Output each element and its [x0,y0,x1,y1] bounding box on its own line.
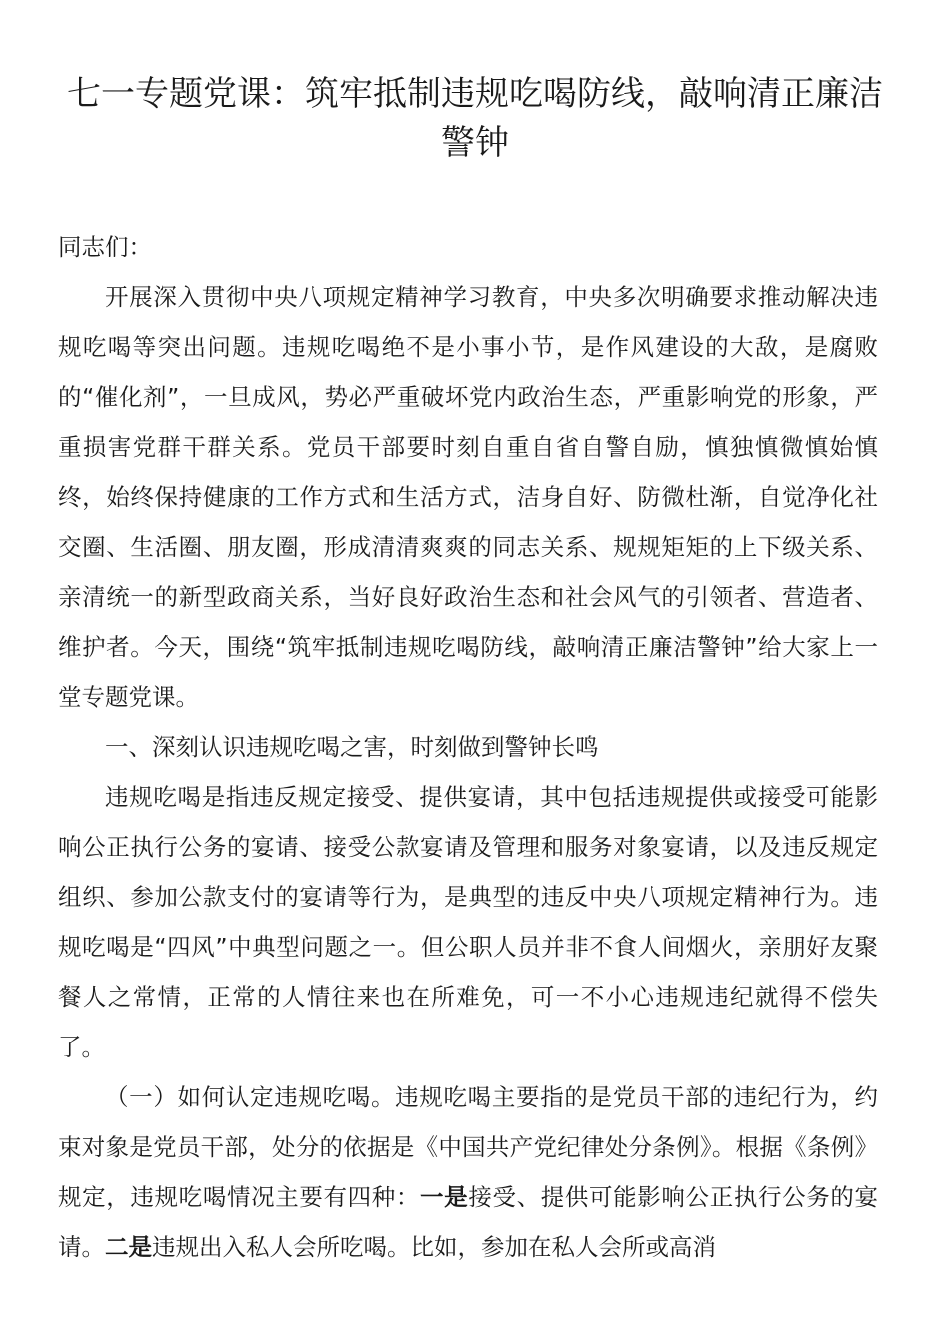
point-two-label: 二是 [105,1233,152,1261]
document-title: 七一专题党课：筑牢抵制违规吃喝防线，敲响清正廉洁警钟 [67,74,883,163]
document-body [58,222,878,1272]
subsection-text-1: （一）如何认定违规吃喝。违规吃喝主要指的是党员干部的违纪行为，约束对象是党员干部，处分的依据是《中国共产党纪律处分条例》。根据《条例》规定，违规吃喝情况主要有四种： [58,1083,878,1211]
intro-paragraph: 开展深入贯彻中央八项规定精神学习教育，中央多次明确要求推动解决违规吃喝等突出问题。违规吃喝绝不是小事小节，是作风建设的大敌，是腐败的“催化剂”，一旦成风，势必严重破坏党内政治生态，严重影响党的形象，严重损害党群干群关系。党员干部要时刻自重自省自警自励，慎独慎微慎始慎终，始终保持健康的工作方式和生活方式，洁身自好、防微杜渐，自觉净化社交圈、生活圈、朋友圈，形成清清爽爽的同志关系、规规矩矩的上下级关系、亲清统一的新型政商关系，当好良好政治生态和社会风气的引领者、营造者、维护者。今天，围绕“筑牢抵制违规吃喝防线，敲响清正廉洁警钟”给大家上一堂专题党课。 [58,283,878,711]
subsection-paragraph [58,1072,878,1272]
subsection-text-2: 接受、提供可能影响公正执行公务的宴请。 [58,1183,879,1261]
point-one-label: 一是 [420,1183,469,1211]
section-paragraph: 违规吃喝是指违反规定接受、提供宴请，其中包括违规提供或接受可能影响公正执行公务的宴请、接受公款宴请及管理和服务对象宴请，以及违反规定组织、参加公款支付的宴请等行为，是典型的违反中央八项规定精神行为。违规吃喝是“四风”中典型问题之一。但公职人员并非不食人间烟火，亲朋好友聚餐人之常情，正常的人情往来也在所难免，可一不小心违规违纪就得不偿失了。 [58,783,878,1061]
salutation: 同志们： [58,233,152,261]
subsection-text-3: 违规出入私人会所吃喝。比如，参加在私人会所或高消 [152,1233,716,1261]
section-heading: 一、深刻认识违规吃喝之害，时刻做到警钟长鸣 [105,733,599,761]
